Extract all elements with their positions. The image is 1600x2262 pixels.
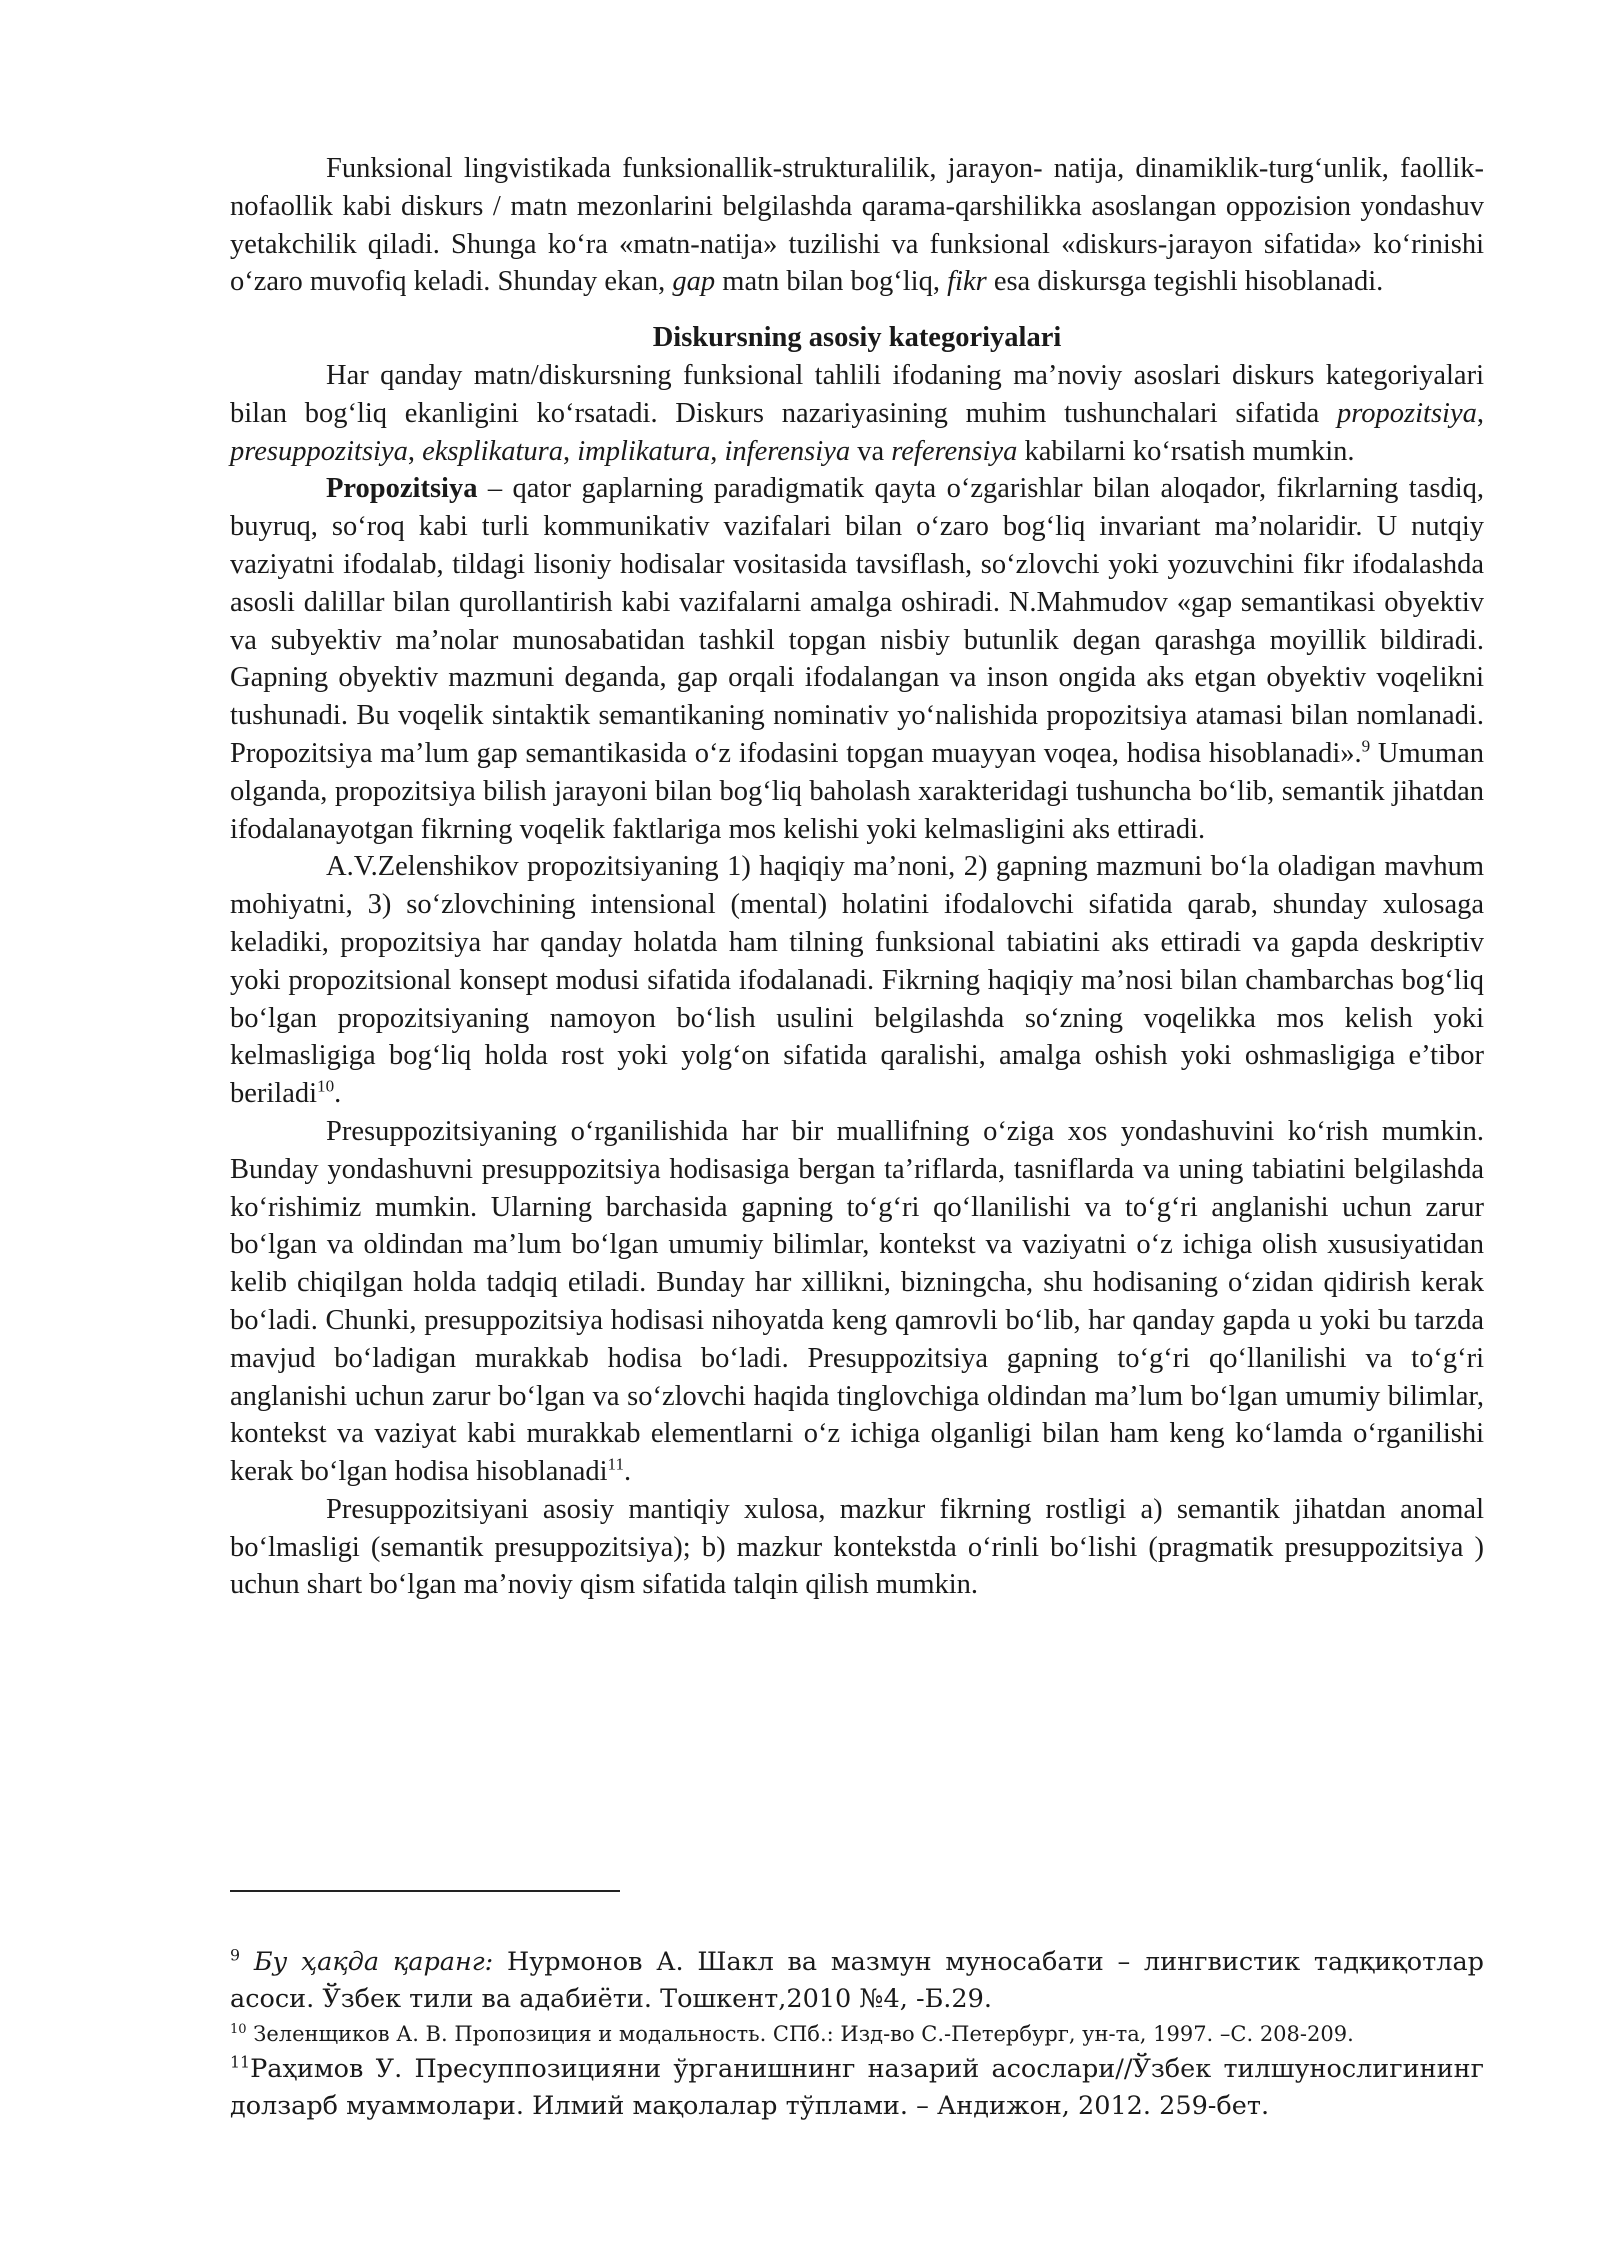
footnote-ref-10: 10	[317, 1076, 335, 1096]
footnote-11: $^{11}$Раҳимов У. Пресуппозицияни ўрганишнинг назарий асослари//Ўзбек тилшунослигининг долзарб муаммолари. Илмий мақолалар тўплами. – Андижон, 2012. 259-бет.	[230, 2052, 1484, 2121]
footnote-ref-11: 11	[607, 1454, 624, 1474]
footnote-separator	[230, 1890, 620, 1892]
footnote-10: $^{10}$ Зеленщиков А. В. Пропозиция и модальность. СПб.: Изд-во С.-Петербург, ун-та, 1997. –С. 208-209.	[230, 2022, 1354, 2046]
footnotes	[230, 1944, 1484, 2125]
paragraph-zelenshikov: A.V.Zelenshikov propozitsiyaning 1) haqiqiy ma’noni, 2) gapning mazmuni bo‘la oladigan mavhum mohiyatni, 3) so‘zlovchining intensional (mental) holatini ifodalovchi sifatida qarab, shunday xulosaga keladiki, propozitsiya har qanday holatda ham tilning funksional tabiatini aks ettiradi va gapda deskriptiv yoki propozitsional konsept modusi sifatida ifodalanadi. Fikrning haqiqiy ma’nosi bilan chambarchas bog‘liq bo‘lgan propozitsiyaning namoyon bo‘lish usulini belgilashda so‘zning voqelikka mos kelish yoki kelmasligiga bog‘liq holda rost yoki yolg‘on sifatida qaralishi, amalga oshish yoki oshmasligiga e’tibor beriladi$^{10}$.	[230, 851, 1484, 1110]
paragraph-proposition: Propozitsiya – qator gaplarning paradigmatik qayta o‘zgarishlar bilan aloqador, fikrlarning tasdiq, buyruq, so‘roq kabi turli kommunikativ vazifalari bilan o‘zaro bog‘liq invariant ma’nolaridir. U nutqiy vaziyatni ifodalab, tildagi lisoniy hodisalar vositasida tavsiflash, so‘zlovchi yoki yozuvchini fikr ifodalashda asosli dalillar bilan qurollantirish kabi vazifalarni amalga oshiradi. N.Mahmudov «gap semantikasi obyektiv va subyektiv ma’nolar munosabatidan tashkil topgan nisbiy butunlik degan qarashga moyillik bildiradi. Gapning obyektiv mazmuni deganda, gap orqali ifodalangan va inson ongida aks etgan obyektiv voqelikni tushunadi. Bu voqelik sintaktik semantikaning nominativ yo‘nalishida propozitsiya atamasi bilan nomlanadi. Propozitsiya ma’lum gap semantikasida o‘z ifodasini topgan muayyan voqea, hodisa hisoblanadi».$^9$ Umuman olganda, propozitsiya bilish jarayoni bilan bog‘liq baholash xarakteridagi tushuncha bo‘lib, semantik jihatdan ifodalanayotgan fikrning voqelik faktlariga mos kelishi yoki kelmasligini aks ettiradi.	[230, 473, 1484, 845]
paragraph-functional-linguistics: Funksional lingvistikada funksionallik-strukturalilik, jarayon- natija, dinamiklik-turg‘unlik, faollik- nofaollik kabi diskurs / matn mezonlarini belgilashda qarama-qarshilikka asoslangan oppozision yondashuv yetakchilik qiladi. Shunga ko‘ra «matn-natija» tuzilishi va funksional «diskurs-jarayon sifatida» ko‘rinishi o‘zaro muvofiq keladi. Shunday ekan, gap matn bilan bog‘liq, fikr esa diskursga tegishli hisoblanadi.	[230, 153, 1484, 298]
footnote-ref-9: 9	[1361, 736, 1371, 756]
section-heading: Diskursning asosiy kategoriyalari	[652, 322, 1062, 354]
footnote-9: $^9$ Бу ҳақда қаранг: Нурмонов А. Шакл ва мазмун муносабати – лингвистик тадқиқотлар асоси. Ўзбек тили ва адабиёти. Тошкент,2010 №4, -Б.29.	[230, 1945, 1484, 2014]
paragraph-presupposition-study: Presuppozitsiyaning o‘rganilishida har bir muallifning o‘ziga xos yondashuvini ko‘rish mumkin. Bunday yondashuvni presuppozitsiya hodisasiga bergan ta’riflarda, tasniflarda va uning tabiatini belgilashda ko‘rishimiz mumkin. Ularning barchasida gapning to‘g‘ri qo‘llanilishi va to‘g‘ri anglanishi uchun zarur bo‘lgan va oldindan ma’lum bo‘lgan umumiy bilimlar, kontekst va vaziyatni o‘z ichiga olish xususiyatidan kelib chiqilgan holda tadqiq etiladi. Bunday har xillikni, bizningcha, shu hodisaning o‘zidan qidirish kerak bo‘ladi. Chunki, presuppozitsiya hodisasi nihoyatda keng qamrovli bo‘lib, har qanday gapda u yoki bu tarzda mavjud bo‘ladigan murakkab hodisa bo‘ladi. Presuppozitsiya gapning to‘g‘ri qo‘llanilishi va to‘g‘ri anglanishi uchun zarur bo‘lgan va so‘zlovchi haqida tinglovchiga oldindan ma’lum bo‘lgan umumiy bilimlar, kontekst va vaziyat kabi murakkab elementlarni o‘z ichiga olganligi bilan ham keng ko‘lamda o‘rganilishi kerak bo‘lgan hodisa hisoblanadi$^{11}$.	[230, 1115, 1484, 1488]
document-page	[230, 150, 1484, 1604]
paragraph-discourse-categories: Har qanday matn/diskursning funksional tahlili ifodaning ma’noviy asoslari diskurs kategoriyalari bilan bog‘liq ekanligini ko‘rsatadi. Diskurs nazariyasining muhim tushunchalari sifatida propozitsiya, presuppozitsiya, eksplikatura, implikatura, inferensiya va referensiya kabilarni ko‘rsatish mumkin.	[230, 359, 1484, 467]
paragraph-presupposition-conclusion: Presuppozitsiyani asosiy mantiqiy xulosa, mazkur fikrning rostligi a) semantik jihatdan anomal bo‘lmasligi (semantik presuppozitsiya); b) mazkur kontekstda o‘rinli bo‘lishi (pragmatik presuppozitsiya ) uchun shart bo‘lgan ma’noviy qism sifatida talqin qilish mumkin.	[230, 1493, 1484, 1601]
